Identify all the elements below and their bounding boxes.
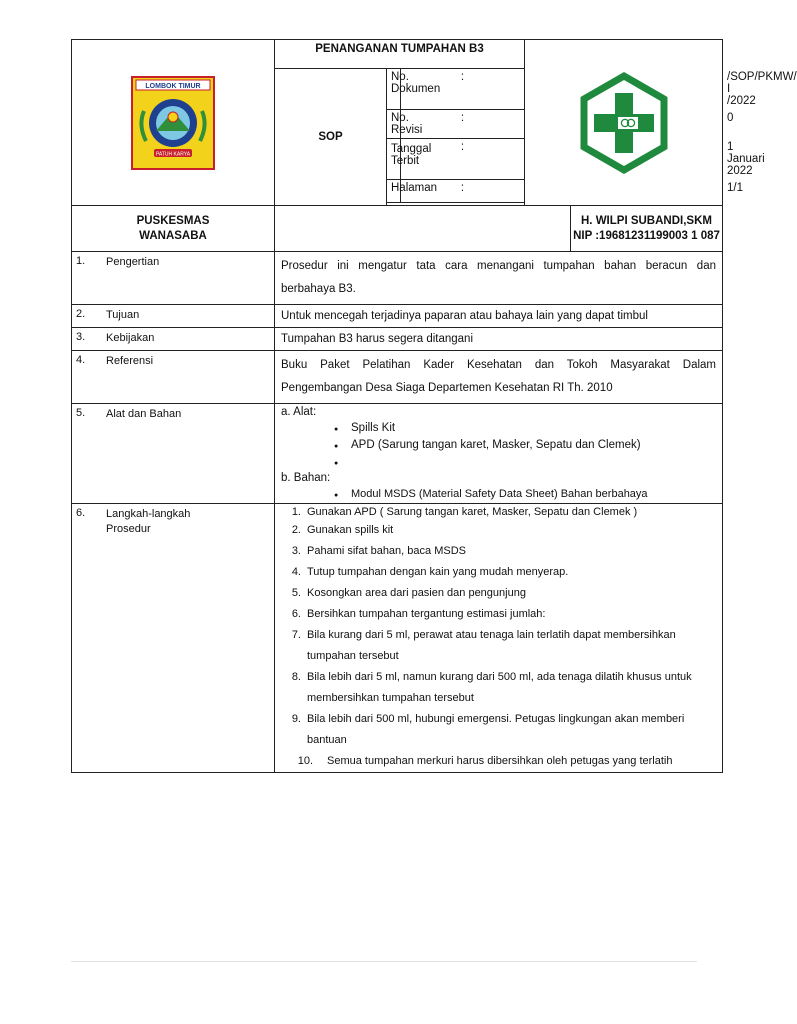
bahan-label: b. Bahan: [281, 472, 331, 484]
step-number: 8. [291, 671, 301, 683]
step-text: Kosongkan area dari pasien dan pengunjung [307, 587, 526, 599]
bahan-list [281, 486, 716, 503]
steps-list [281, 504, 716, 772]
alat-list [281, 420, 716, 471]
organization-line-2: WANASABA [139, 229, 207, 242]
puskesmas-logo [574, 73, 674, 173]
row-number: 5. [76, 407, 86, 419]
step-item [281, 709, 716, 751]
signer-row [275, 206, 723, 252]
alat-bahan-content [275, 404, 723, 504]
step-item [281, 504, 716, 520]
step-item [281, 751, 716, 772]
signer-block [571, 206, 723, 251]
step-text: Bila lebih dari 500 ml, hubungi emergensi. Petugas lingkungan akan memberi bantuan [307, 713, 685, 746]
steps-content [275, 504, 723, 773]
row-content: Tumpahan B3 harus segera ditangani [275, 328, 723, 351]
step-text: Bila kurang dari 5 ml, perawat atau tenaga lain terlatih dapat membersihkan tumpahan tersebut [307, 629, 676, 662]
row-langkah-prosedur [72, 504, 723, 773]
list-item: ● Spills Kit [351, 420, 716, 437]
signer-name: H. WILPI SUBANDI,SKM [581, 214, 712, 227]
step-item [281, 604, 716, 625]
row-label: Referensi [106, 355, 154, 367]
sop-label: SOP [275, 69, 387, 206]
row-number: 6. [76, 507, 86, 519]
row-label [102, 504, 194, 540]
row-kebijakan [72, 328, 723, 351]
meta-sep: : [401, 139, 525, 180]
regency-logo-cell [72, 40, 275, 206]
step-text: Gunakan spills kit [307, 524, 394, 536]
step-item [281, 520, 716, 541]
list-item: ● Modul MSDS (Material Safety Data Sheet) Bahan berbahaya [351, 486, 716, 503]
organization-line-1: PUSKESMAS [136, 214, 210, 227]
page-bottom-divider [71, 961, 697, 962]
step-item [281, 562, 716, 583]
alat-label: a. Alat: [281, 406, 317, 418]
meta-key-no-revisi: No. Revisi [387, 110, 401, 139]
meta-sep: : [401, 110, 525, 139]
step-text: Bersihkan tumpahan tergantung estimasi jumlah: [307, 608, 546, 620]
row-tujuan [72, 305, 723, 328]
row-alat-dan-bahan [72, 404, 723, 504]
row-pengertian [72, 252, 723, 305]
step-number: 3. [291, 545, 301, 557]
row-referensi [72, 351, 723, 404]
health-logo-cell [525, 40, 723, 206]
step-number: 6. [291, 608, 301, 620]
row-number: 1. [76, 255, 86, 267]
signer-nip: NIP :19681231199003 1 087 [573, 229, 720, 242]
meta-sep: : [401, 180, 525, 203]
step-number: 1. [291, 506, 301, 518]
document-title: PENANGANAN TUMPAHAN B3 [275, 40, 525, 69]
svg-text:PATUH KARYA: PATUH KARYA [155, 151, 191, 157]
step-text: Tutup tumpahan dengan kain yang mudah menyerap. [307, 566, 569, 578]
organization-name [72, 206, 275, 252]
step-text: Semua tumpahan merkuri harus dibersihkan oleh petugas yang terlatih [327, 755, 673, 767]
step-item [281, 625, 716, 667]
step-number: 9. [291, 713, 301, 725]
row-number: 3. [76, 331, 86, 343]
meta-key-halaman: Halaman [387, 180, 401, 203]
blank-cell [275, 206, 571, 251]
row-number: 4. [76, 354, 86, 366]
step-text: Pahami sifat bahan, baca MSDS [307, 545, 466, 557]
step-text: Bila lebih dari 5 ml, namun kurang dari 500 ml, ada tenaga dilatih khusus untuk membersihkan tumpahan tersebut [307, 671, 692, 704]
meta-sep: : [401, 69, 525, 110]
row-label: Tujuan [106, 309, 140, 321]
row-content: Prosedur ini mengatur tata cara menangani tumpahan bahan beracun dan berbahaya B3. [275, 252, 723, 305]
row-number: 2. [76, 308, 86, 320]
step-number: 7. [291, 629, 301, 641]
row-label: Pengertian [106, 256, 160, 268]
sop-document-table: LOMBOK TIMUR PATUH KARYA PENANGANAN TUMPAHAN B3 SOP No. Dokumen : /SOP/PKMW/ I /2022 No. Revisi : 0 Tanggal Terbit : 1 Januari 2022 Halaman : 1/1 PUSKESMAS WANASABA H. WILPI SUBANDI,SKM NIP :19681231199003 1 087 1. Pengertian Prosedur ini mengatur tata cara menangani tumpahan bahan beracun dan berbahaya B3. 2. Tujuan Untuk mencegah terjadinya paparan atau bahaya lain yang dapat timbul 3. Kebijakan Tumpahan B3 harus segera ditangani 4. Referensi Buku Paket Pelatihan Kader Kesehatan dan Tokoh Masyarakat Dalam Pengembangan Desa Siaga Departemen Kesehatan RI Th. 2010 5. Alat dan Bahan a. Alat: ● Spills Kit ● APD (Sarung tangan karet, Masker, Sepatu dan Clemek) ● b. Bahan: ● Modul MSDS (Material Safety Data Sheet) Bahan berbahaya 6. Langkah-langkah Prosedur 1. Gunakan APD ( Sarung tangan karet, Masker, Sepatu dan Clemek ) 2. Gunakan spills kit 3. Pahami sifat bahan, baca MSDS 4. Tutup tumpahan dengan kain yang mudah menyerap. 5. Kosongkan area dari pasien dan pengunjung 6. Bersihkan tumpahan tergantung estimasi jumlah: 7. Bila kurang dari 5 ml, perawat atau tenaga lain terlatih dapat membersihkan tumpahan tersebut 8. Bila lebih dari 5 ml, namun kurang dari 500 ml, ada tenaga dilatih khusus untuk membersihkan tumpahan tersebut 9. Bila lebih dari 500 ml, hubungi emergensi. Petugas lingkungan akan memberi bantuan 10. Semua tumpahan merkuri harus dibersihkan oleh petugas yang terlatih [71, 39, 723, 773]
row-content: Buku Paket Pelatihan Kader Kesehatan dan Tokoh Masyarakat Dalam Pengembangan Desa Siaga Departemen Kesehatan RI Th. 2010 [275, 351, 723, 404]
step-text: Gunakan APD ( Sarung tangan karet, Masker, Sepatu dan Clemek ) [307, 506, 638, 518]
svg-text:LOMBOK TIMUR: LOMBOK TIMUR [145, 82, 201, 90]
row-label: Kebijakan [106, 332, 155, 344]
list-item [351, 454, 716, 471]
row-content: Untuk mencegah terjadinya paparan atau bahaya lain yang dapat timbul [275, 305, 723, 328]
list-item: ● APD (Sarung tangan karet, Masker, Sepatu dan Clemek) [351, 437, 716, 454]
step-number: 5. [291, 587, 301, 599]
step-number: 10. [297, 755, 313, 767]
meta-key-tanggal-terbit: Tanggal Terbit [387, 139, 401, 180]
step-item [281, 541, 716, 562]
row-label-line-1: Langkah-langkah [106, 508, 191, 520]
step-number: 2. [291, 524, 301, 536]
step-item [281, 583, 716, 604]
meta-key-no-dokumen: No. Dokumen [387, 69, 401, 110]
step-item [281, 667, 716, 709]
step-number: 4. [291, 566, 301, 578]
row-label: Alat dan Bahan [106, 408, 182, 420]
row-label-line-2: Prosedur [106, 523, 151, 535]
lombok-timur-logo [130, 75, 216, 171]
